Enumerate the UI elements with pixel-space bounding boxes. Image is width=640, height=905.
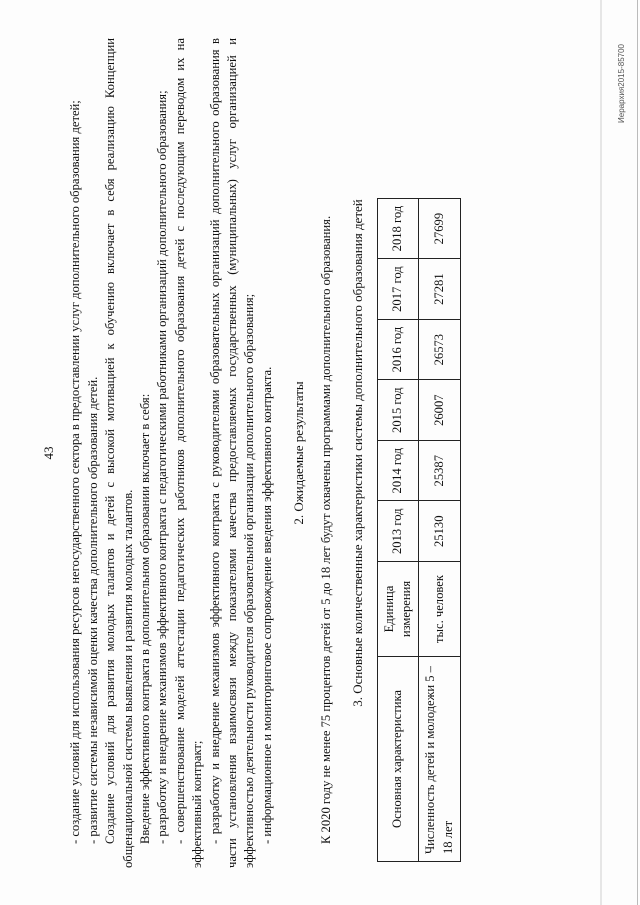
scan-edge-shadow (600, 0, 602, 905)
table-header-row (377, 198, 419, 861)
table-header-cell: 2018 год (377, 198, 419, 259)
table-header-cell: 2013 год (377, 500, 419, 561)
page-number: 43 (41, 446, 56, 459)
table-cell: 27281 (419, 258, 461, 319)
document-page (40, 37, 626, 868)
table-header-cell: 2017 год (377, 258, 419, 319)
stats-table (377, 197, 462, 861)
section-2-text: К 2020 году не менее 75 процентов детей от 5 до 18 лет будут охвачены программами дополнительного образования. (318, 215, 333, 844)
table-header-cell: Основная характеристика (377, 656, 419, 861)
table-cell: 25130 (419, 500, 461, 561)
table-header-cell: Единица измерения (377, 561, 419, 656)
paragraph-3: Создание условий для развития молодых талантов и детей с высокой мотивацией к обучению включает в себя реализацию Концепции общенациональной системы выявления и развития молодых талантов. (103, 37, 135, 868)
paragraph-5: - разработку и внедрение механизмов эффективного контракта с педагогическими работниками организаций дополнительного образования; (155, 89, 170, 844)
table-header-cell: 2016 год (377, 319, 419, 380)
body-text (67, 38, 276, 868)
paragraph-4: Введение эффективного контракта в дополнительном образовании включает в себя: (138, 393, 153, 844)
paragraph-1: - создание условий для использования ресурсов негосударственного сектора в предоставлении услуг дополнительного образования детей; (68, 99, 83, 844)
paragraph-8: - информационное и мониторинговое сопровождение введения эффективного контракта. (259, 366, 274, 844)
table-cell: 26007 (419, 379, 461, 440)
table-cell: тыс. человек (419, 561, 461, 656)
section-3-heading: 3. Основные количественные характеристики системы дополнительного образования детей (350, 198, 366, 707)
footer-mark: Иерархия2015-85700 (616, 43, 626, 123)
table-row (419, 198, 461, 861)
paragraph-6: - совершенствование моделей аттестации педагогических работников дополнительного образования детей с последующим переводом их на эффективный контракт; (172, 37, 205, 868)
table-cell: Численность детей и молодежи 5 – 18 лет (419, 656, 461, 861)
table-cell: 26573 (419, 319, 461, 380)
paragraph-7: - разработку и внедрение механизмов эффективного контракта с руководителями образовательных организаций дополнительного образования в части установления взаимосвязи между показателями качества предоставляемых государственных (муниципальных) услуг организацией и эффективностью деятельности руководителя образовательной организации дополнительного образования; (207, 37, 257, 868)
scan-edge-line (637, 0, 638, 905)
paragraph-2: - развитие системы независимой оценки качества дополнительного образования детей. (85, 376, 100, 844)
table-cell: 25387 (419, 440, 461, 501)
table-header-cell: 2014 год (377, 440, 419, 501)
section-2-heading: 2. Ожидаемые результаты (291, 380, 307, 525)
table-header-cell: 2015 год (377, 379, 419, 440)
table-cell: 27699 (419, 198, 461, 259)
